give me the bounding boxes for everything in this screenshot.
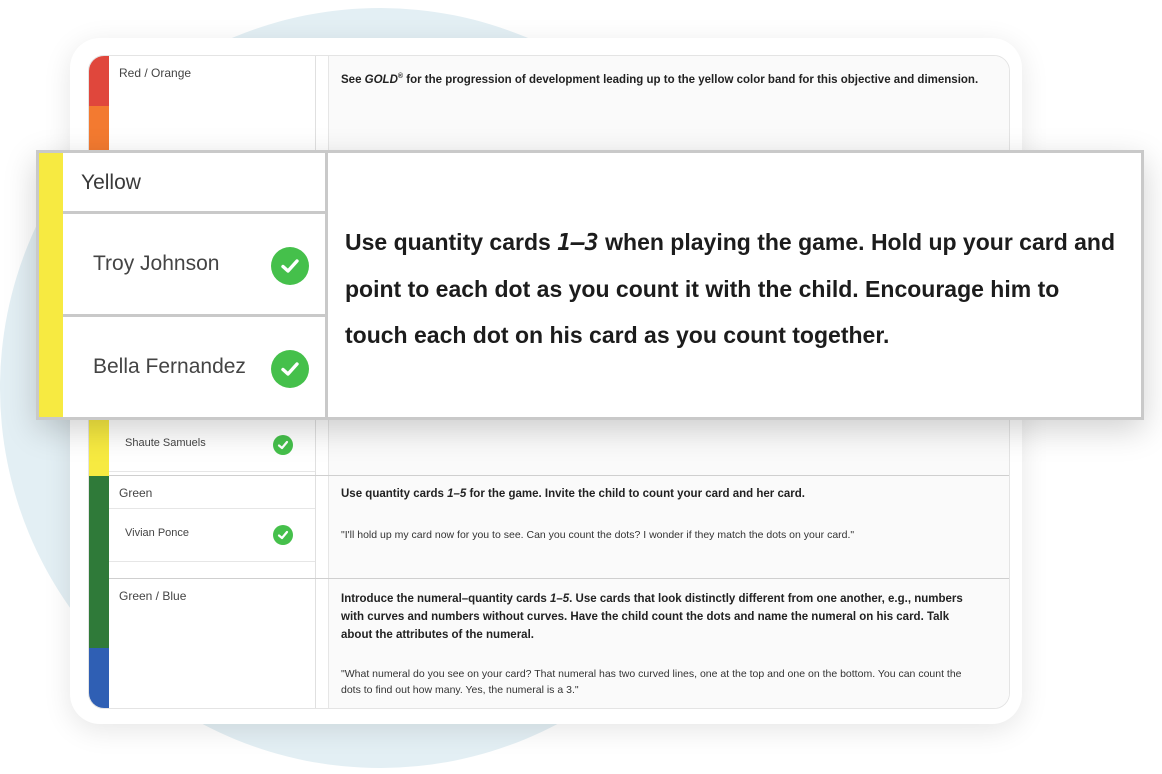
student-name: Shaute Samuels	[125, 437, 206, 449]
student-name: Vivian Ponce	[125, 527, 190, 539]
checkmark-icon	[273, 525, 293, 545]
green-blue-example-quote: "What numeral do you see on your card? That numeral has two curved lines, one at the top and one on the bottom. You can count the dots to find out how many. Yes, the numeral is a 3."	[341, 668, 962, 697]
red-orange-description: See GOLD® for the progression of development leading up to the yellow color band for this objective and dimension.	[341, 73, 979, 86]
yellow-activity-text: Use quantity cards 1–3 when playing the game. Hold up your card and point to each dot as you count it with the child. Encourage him to touch each dot on his card as you count together.	[345, 229, 1116, 348]
student-row-troy[interactable]	[63, 214, 325, 317]
student-name: Troy Johnson	[93, 252, 220, 275]
checkmark-icon	[271, 350, 309, 388]
yellow-band	[39, 153, 63, 417]
checkmark-icon	[273, 435, 293, 455]
student-row-vivian[interactable]	[109, 508, 315, 562]
row-divider	[109, 475, 1009, 476]
green-blue-description: Introduce the numeral–quantity cards 1–5. Use cards that look distinctly different from one another, e.g., numbers with curves and numbers without curves. Have the child count the dots and name the numeral on his card. Talk about the attributes of the numeral.	[341, 593, 963, 641]
student-row-shaute[interactable]	[109, 418, 315, 472]
yellow-zoom-panel	[36, 150, 1144, 420]
green-example-quote: "I'll hold up my card now for you to see. Can you count the dots? I wonder if they match the dots on your card."	[341, 529, 855, 541]
green-description: Use quantity cards 1–5 for the game. Invite the child to count your card and her card.	[341, 488, 805, 500]
band-label-yellow: Yellow	[81, 171, 141, 194]
green-band	[89, 476, 109, 648]
blue-band	[89, 648, 109, 708]
zoom-left-column	[63, 153, 328, 417]
band-label-green-blue: Green / Blue	[119, 589, 187, 603]
student-name: Bella Fernandez	[93, 355, 246, 378]
student-row-bella[interactable]	[63, 317, 325, 417]
band-label-green: Green	[119, 486, 153, 500]
row-divider	[109, 578, 1009, 579]
band-label-red-orange: Red / Orange	[119, 66, 192, 80]
red-band	[89, 56, 109, 106]
checkmark-icon	[271, 247, 309, 285]
zoom-band-header	[63, 153, 325, 214]
